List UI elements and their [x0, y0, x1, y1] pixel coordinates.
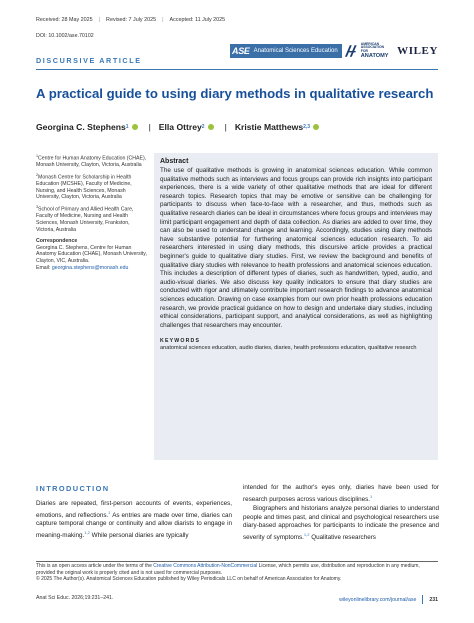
date-separator: |	[98, 17, 101, 23]
affiliation: $^3$School of Primary and Allied Health Care, Faculty of Medicine, Nursing and Health Sciences, Monash University, Frankston, Victoria, Australia	[36, 205, 134, 233]
journal-logo	[230, 44, 342, 58]
license-link[interactable]: Creative Commons Attribution-NonCommercial	[153, 563, 258, 569]
orcid-icon[interactable]	[313, 124, 319, 130]
paragraph: Diaries are repeated, first-person accounts of events, experiences, emotions, and reflections.$^1$ As entries are made over time, diaries can capture temporal change or continuity and allow diarists to engage in meaning-making.$^{1,2}$ While personal diaries are typically	[36, 500, 232, 539]
journal-logo-mark: ASE	[232, 46, 250, 56]
revised-date: Revised: 7 July 2025	[106, 17, 157, 23]
affiliation: $^2$Monash Centre for Scholarship in Health Education (MCSHE), Faculty of Medicine, Nursing, and Health Sciences, Monash University, Clayton, Victoria, Australia	[36, 172, 132, 201]
header-divider	[36, 69, 438, 70]
citation-link[interactable]: 1	[370, 493, 373, 499]
orcid-icon[interactable]	[208, 124, 214, 130]
citation-link[interactable]: 1,2	[303, 532, 310, 538]
email-link[interactable]: georgina.stephens@monash.edu	[51, 264, 129, 271]
article-title: A practical guide to using diary methods in qualitative research	[36, 86, 434, 101]
affiliations	[36, 153, 148, 274]
correspondence-text: Georgina C. Stephens, Centre for Human Anatomy Education (CHAE), Monash University, Clayton, VIC, Australia.	[36, 244, 147, 264]
received-date: Received: 28 May 2025	[36, 17, 93, 23]
citation-link[interactable]: 1	[108, 509, 111, 515]
body-column-right	[243, 484, 439, 543]
date-separator: |	[162, 17, 164, 23]
citation-link[interactable]: 1,2	[84, 529, 90, 535]
author-name[interactable]: Kristie Matthews	[234, 122, 304, 132]
copyright-notice: © 2025 The Author(s). Anatomical Sciences Education published by Wiley Periodicals LLC on behalf of American Association for Anatomy.	[36, 576, 342, 583]
abstract-box	[154, 153, 438, 460]
paragraph: Biographers and historians analyze personal diaries to understand people and times past, and clinical and psychological researchers use diary-based approaches for participants to indicate the presence and severity of symptoms.$^{1,2}$ Qualitative researchers	[243, 505, 439, 542]
footer-divider	[422, 595, 423, 604]
orcid-icon[interactable]	[132, 124, 138, 130]
body-column-left	[36, 500, 232, 541]
article-type: DISCURSIVE ARTICLE	[36, 56, 142, 65]
footnote-divider	[36, 561, 438, 562]
keywords-heading: KEYWORDS	[160, 338, 201, 345]
author-affil-sup: 1	[125, 124, 129, 130]
author-name[interactable]: Georgina C. Stephens	[36, 122, 126, 132]
abstract-text: The use of qualitative methods is growing in anatomical sciences education. While common qualitative methods such as interviews and focus groups can provide rich insights into participant experiences, there is a wide variety of other qualitative methods that are ideal for different research topics. Research topics that may be emotive or sensitive can be challenging for participants to discuss when face-to-face with a researcher, and thus, methods such as qualitative research diaries can be ideal in circumstances where focus groups and interviews may limit participant engagement and depth of data collection. As diaries are added to over time, they can also be used to understand change and learning. Accordingly, studies using diary methods have substantive potential for furthering anatomical sciences education research. To aid researchers interested in using diary methods, this discursive article provides a practical beginner's guide to qualitative diary studies. First, we review the background and benefits of qualitative diary studies with relevance to health professions and anatomical sciences education. This includes a description of different types of diaries, such as handwritten, typed, audio, and audio-visual diaries. We also discuss key quality indicators to ensure that diary studies are conducted with rigor and ultimately contribute important research findings to advance anatomical sciences education. Drawing on case examples from our own prior health professions education research, we provide practical guidance on how to design and undertake diary studies, including ethical considerations, participant support, and analytical considerations, as well as highlighting challenges that researchers may encounter.	[160, 167, 432, 329]
section-heading-introduction: INTRODUCTION	[36, 484, 110, 493]
page-number: 231	[429, 596, 438, 603]
article-dates	[36, 17, 225, 23]
affiliation: $^1$Centre for Human Anatomy Education (CHAE), Monash University, Clayton, Victoria, Australia	[36, 154, 147, 169]
journal-logo-text: Anatomical Sciences Education	[253, 48, 338, 54]
author-list	[36, 122, 322, 132]
author-separator: |	[224, 122, 227, 132]
author-affil-sup: 2,3	[303, 124, 311, 130]
society-name: AMERICAN ASSOCIATION FOR ANATOMY	[360, 41, 389, 59]
footer-right	[339, 595, 438, 604]
journal-citation: Anat Sci Educ. 2026;19:231–241.	[36, 595, 114, 601]
paragraph: intended for the author's eyes only, diaries have been used for research purposes across various disciplines.$^1$	[243, 484, 439, 503]
abstract-heading: Abstract	[160, 158, 189, 165]
page-footer	[36, 595, 438, 604]
author-name[interactable]: Ella Ottrey	[158, 122, 202, 132]
author-separator: |	[148, 122, 151, 132]
email-label: Email:	[36, 264, 52, 271]
license-footnote: This is an open access article under the terms of the Creative Commons Attribution-NonCommercial License, which permits use, distribution and reproduction in any medium, provided the original work is properly cited and is not used for commercial purposes. © 2025 The Author(s). Anatomical Sciences Education published by Wiley Periodicals LLC on behalf of American Association for Anatomy.	[36, 563, 420, 583]
keywords-text: anatomical sciences education, audio diaries, diaries, health professions education, qualitative research	[160, 345, 417, 352]
accepted-date: Accepted: 11 July 2025	[169, 17, 226, 23]
correspondence	[36, 238, 148, 271]
correspondence-heading: Correspondence	[36, 238, 78, 245]
society-logo	[345, 43, 391, 60]
society-logo-icon	[345, 45, 359, 57]
wiley-logo: WILEY	[397, 45, 438, 57]
publisher-logos	[230, 41, 438, 59]
journal-url-link[interactable]: wileyonlinelibrary.com/journal/ase	[339, 596, 417, 603]
author-affil-sup: 2	[201, 124, 205, 130]
doi[interactable]: DOI: 10.1002/ase.70102	[36, 33, 94, 39]
